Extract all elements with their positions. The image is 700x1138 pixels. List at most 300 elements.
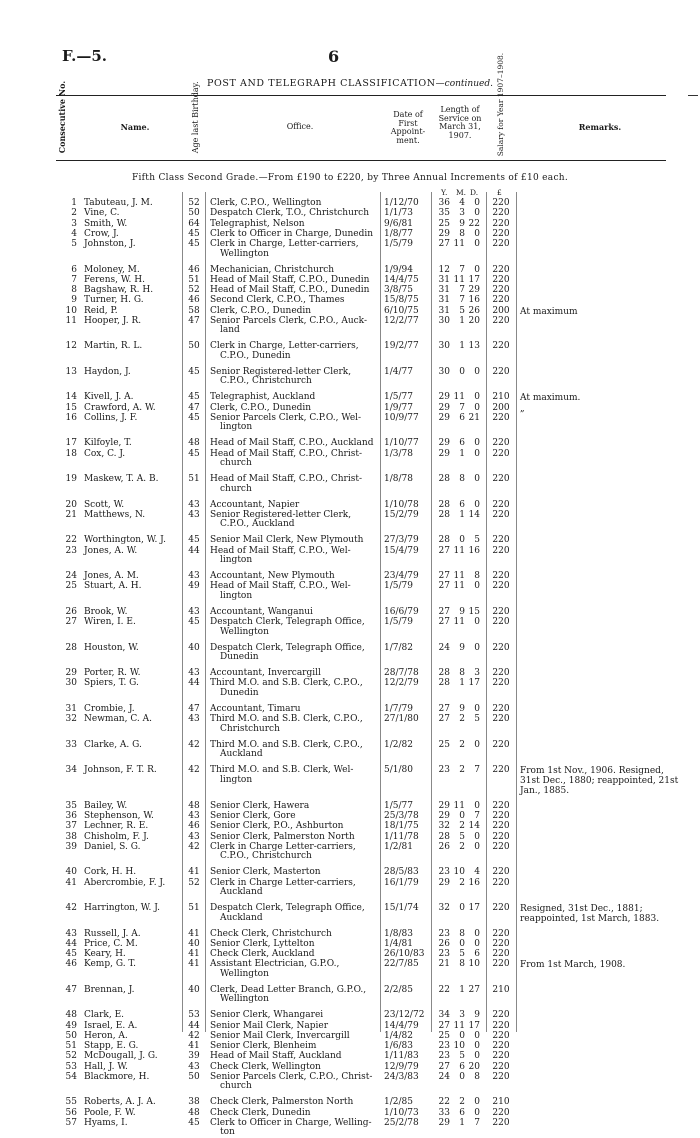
row-age: 43 — [188, 811, 200, 821]
row-office-line1: Third M.O. and S.B. Clerk, Wel- — [210, 765, 354, 775]
column-rule — [205, 192, 206, 1032]
row-service-months: 3 — [459, 208, 465, 219]
row-number: 31 — [65, 703, 77, 714]
row-office-line2: C.P.O., Dunedin — [220, 350, 291, 361]
row-age: 45 — [188, 366, 200, 377]
row-salary: 220 — [492, 703, 510, 714]
row-service-days: 13 — [468, 341, 480, 352]
row-number: 35 — [65, 800, 77, 811]
row-service-years: 36 — [438, 198, 450, 208]
row-service-months: 11 — [453, 571, 465, 581]
row-number: 25 — [65, 581, 77, 592]
row-name: Ferens, W. H. — [84, 274, 145, 285]
margin-tick — [688, 95, 698, 96]
row-service-years: 29 — [438, 800, 450, 811]
row-office — [210, 1042, 316, 1052]
grade-heading: Fifth Class Second Grade.—From £190 to £220, by Three Annual Increments of £10 each. — [131, 173, 569, 183]
row-number: 23 — [65, 545, 77, 556]
row-age: 44 — [188, 545, 200, 556]
row-salary: 220 — [492, 642, 510, 653]
row-service-days: 27 — [468, 984, 480, 995]
row-number: 46 — [65, 959, 77, 970]
row-service-days: 0 — [474, 392, 480, 403]
row-number: 22 — [65, 535, 77, 546]
row-appointment-date: 1/8/77 — [384, 228, 413, 239]
row-salary: 220 — [492, 341, 510, 352]
row-number: 11 — [65, 315, 77, 326]
row-service-years: 28 — [438, 831, 450, 842]
row-age: 45 — [188, 535, 200, 546]
row-service-months: 0 — [459, 1071, 465, 1082]
row-salary: 220 — [492, 1041, 510, 1051]
row-appointment-date: 1/4/81 — [384, 938, 413, 949]
row-service-months: 2 — [459, 714, 465, 724]
row-salary: 220 — [492, 315, 510, 326]
row-service-years: 29 — [438, 448, 450, 459]
row-salary: 220 — [492, 606, 510, 617]
row-service-months: 0 — [459, 811, 465, 821]
row-remarks: At maximum — [520, 306, 578, 317]
row-salary: 220 — [492, 295, 510, 306]
row-service-days: 0 — [474, 1107, 480, 1118]
row-service-months: 8 — [459, 668, 465, 678]
row-appointment-date: 28/7/78 — [384, 668, 419, 678]
row-office-line1: Head of Mail Staff, C.P.O., Dunedin — [210, 285, 370, 295]
row-office-line1: Check Clerk, Dunedin — [210, 1107, 311, 1118]
row-office — [210, 812, 296, 822]
row-appointment-date: 12/2/77 — [384, 315, 419, 326]
row-number: 21 — [65, 509, 77, 520]
row-name: Stephenson, W. — [84, 811, 154, 821]
running-title-continued: —continued. — [435, 79, 493, 89]
row-service-days: 0 — [474, 617, 480, 627]
row-salary: 220 — [492, 800, 510, 811]
row-office-line2: lington — [220, 555, 253, 565]
row-office — [210, 582, 351, 601]
row-age: 48 — [188, 1107, 200, 1118]
row-number: 36 — [65, 811, 77, 821]
row-service-years: 25 — [438, 1030, 450, 1041]
row-age: 45 — [188, 239, 200, 249]
row-service-years: 30 — [438, 366, 450, 377]
row-age: 64 — [188, 218, 200, 229]
row-age: 46 — [188, 821, 200, 832]
row-name: Porter, R. W. — [84, 668, 141, 678]
row-office — [210, 879, 356, 898]
row-office-line2: Wellington — [220, 994, 269, 1005]
row-salary: 220 — [492, 765, 510, 775]
row-service-months: 1 — [459, 509, 465, 520]
row-service-years: 28 — [438, 499, 450, 510]
row-service-days: 5 — [474, 714, 480, 724]
row-age: 42 — [188, 841, 200, 852]
row-number: 57 — [65, 1117, 77, 1128]
row-service-years: 24 — [438, 1071, 450, 1082]
row-service-months: 8 — [459, 928, 465, 939]
unit-pounds: £ — [497, 188, 502, 197]
row-service-months: 4 — [459, 198, 465, 208]
row-office — [210, 822, 343, 832]
row-name: Worthington, W. J. — [84, 535, 166, 546]
row-salary: 220 — [492, 1117, 510, 1128]
row-service-years: 32 — [438, 903, 450, 913]
row-office — [210, 986, 366, 1005]
row-office-line1: Senior Clerk, Blenheim — [210, 1041, 317, 1051]
row-number: 6 — [71, 264, 77, 275]
row-office — [210, 536, 363, 546]
column-rule — [182, 192, 183, 1032]
row-name: Jones, A. M. — [84, 571, 139, 581]
row-office-line1: Accountant, Invercargill — [210, 668, 321, 678]
row-name: Brennan, J. — [84, 984, 135, 995]
row-appointment-date: 28/5/83 — [384, 867, 419, 878]
row-office-line1: Head of Mail Staff, C.P.O., Wel- — [210, 545, 351, 556]
row-office-line1: Assistant Electrician, G.P.O., — [210, 959, 340, 970]
row-service-years: 29 — [438, 1117, 450, 1128]
column-rule — [516, 192, 517, 1032]
row-number: 8 — [71, 285, 77, 295]
row-number: 52 — [65, 1051, 77, 1062]
row-service-years: 26 — [438, 938, 450, 949]
row-service-years: 27 — [438, 581, 450, 592]
row-service-years: 30 — [438, 315, 450, 326]
row-number: 48 — [65, 1010, 77, 1021]
row-service-days: 0 — [474, 928, 480, 939]
row-number: 17 — [65, 438, 77, 449]
row-age: 42 — [188, 765, 200, 775]
row-age: 43 — [188, 714, 200, 724]
row-appointment-date: 5/1/80 — [384, 765, 413, 775]
row-service-months: 8 — [459, 228, 465, 239]
row-age: 39 — [188, 1051, 200, 1062]
row-service-years: 29 — [438, 228, 450, 239]
row-service-months: 2 — [459, 1097, 465, 1108]
row-number: 49 — [65, 1020, 77, 1031]
row-office — [210, 705, 301, 715]
row-service-years: 27 — [438, 714, 450, 724]
row-office — [210, 286, 369, 296]
row-office-line1: Senior Mail Clerk, Invercargill — [210, 1030, 350, 1041]
row-name: Clarke, A. G. — [84, 739, 142, 750]
row-office — [210, 1022, 328, 1032]
row-service-days: 0 — [474, 642, 480, 653]
row-service-years: 29 — [438, 877, 450, 888]
row-office-line1: Clerk in Charge, Letter-carriers, — [210, 239, 359, 249]
row-number: 56 — [65, 1107, 77, 1118]
row-office-line2: Dunedin — [220, 687, 259, 698]
row-office-line2: Wellington — [220, 626, 269, 637]
row-number: 34 — [65, 765, 77, 775]
row-service-days: 7 — [474, 1117, 480, 1128]
row-name: Crawford, A. W. — [84, 402, 156, 413]
row-office — [210, 230, 373, 240]
row-name: Kivell, J. A. — [84, 392, 134, 403]
row-age: 45 — [188, 412, 200, 423]
row-salary: 220 — [492, 438, 510, 449]
row-appointment-date: 15/8/75 — [384, 295, 419, 306]
row-service-days: 0 — [474, 208, 480, 219]
row-office — [210, 950, 315, 960]
row-service-months: 0 — [459, 366, 465, 377]
row-number: 50 — [65, 1030, 77, 1041]
row-name: Price, C. M. — [84, 938, 138, 949]
row-name: Hyams, I. — [84, 1117, 128, 1128]
row-office — [210, 802, 309, 812]
row-service-years: 31 — [438, 274, 450, 285]
page-identifier: F.—5. — [62, 47, 108, 65]
row-office-line1: Accountant, Napier — [210, 499, 300, 510]
row-service-years: 23 — [438, 867, 450, 878]
row-service-months: 2 — [459, 765, 465, 775]
row-service-years: 31 — [438, 285, 450, 295]
row-age: 42 — [188, 739, 200, 750]
row-service-days: 14 — [468, 821, 480, 832]
row-office — [210, 1032, 350, 1042]
row-number: 19 — [65, 474, 77, 484]
row-office — [210, 766, 353, 785]
row-service-years: 33 — [438, 1107, 450, 1118]
row-salary: 220 — [492, 474, 510, 484]
row-service-days: 0 — [474, 228, 480, 239]
row-service-days: 7 — [474, 811, 480, 821]
row-service-years: 27 — [438, 1020, 450, 1031]
row-office-line1: Mechanician, Christchurch — [210, 264, 335, 275]
row-office-line2: lington — [220, 422, 253, 433]
row-age: 40 — [188, 642, 200, 653]
row-office — [210, 501, 299, 511]
row-service-years: 31 — [438, 295, 450, 306]
row-office-line1: Clerk, Dead Letter Branch, G.P.O., — [210, 984, 367, 995]
row-number: 53 — [65, 1061, 77, 1072]
row-service-years: 28 — [438, 678, 450, 689]
row-number: 10 — [65, 305, 77, 316]
row-salary: 220 — [492, 208, 510, 219]
row-service-years: 27 — [438, 239, 450, 249]
row-service-months: 11 — [453, 239, 465, 249]
row-name: Crombie, J. — [84, 703, 135, 714]
row-number: 42 — [65, 903, 77, 913]
row-appointment-date: 9/6/81 — [384, 218, 413, 229]
row-service-years: 29 — [438, 811, 450, 821]
row-number: 45 — [65, 949, 77, 959]
row-salary: 220 — [492, 264, 510, 275]
row-appointment-date: 1/4/82 — [384, 1030, 413, 1041]
row-service-days: 17 — [468, 274, 480, 285]
row-office-line1: Head of Mail Staff, C.P.O., Wel- — [210, 581, 351, 592]
row-appointment-date: 1/9/77 — [384, 402, 413, 413]
row-service-days: 21 — [468, 412, 480, 423]
row-name: Matthews, N. — [84, 509, 146, 520]
row-remarks: From 1st Nov., 1906. Resigned, 31st Dec., 1880; reappointed, 21st Jan., 1885. — [520, 766, 679, 796]
row-salary: 220 — [492, 1010, 510, 1021]
row-office-line1: Despatch Clerk, Telegraph Office, — [210, 903, 365, 913]
row-number: 13 — [65, 366, 77, 377]
row-service-months: 9 — [459, 606, 465, 617]
row-office — [210, 240, 359, 259]
row-age: 52 — [188, 285, 200, 295]
row-service-days: 0 — [474, 800, 480, 811]
row-number: 24 — [65, 571, 77, 581]
row-office — [210, 904, 365, 923]
row-appointment-date: 12/9/79 — [384, 1061, 419, 1072]
row-service-days: 0 — [474, 831, 480, 842]
row-office-line1: Clerk, C.P.O., Dunedin — [210, 402, 312, 413]
row-salary: 220 — [492, 1107, 510, 1118]
row-service-days: 16 — [468, 877, 480, 888]
row-age: 40 — [188, 938, 200, 949]
row-service-days: 14 — [468, 509, 480, 520]
row-age: 52 — [188, 198, 200, 208]
row-service-years: 27 — [438, 571, 450, 581]
header-service: Length of Service on March 31, 1907. — [438, 105, 482, 140]
row-salary: 220 — [492, 959, 510, 970]
row-appointment-date: 1/5/77 — [384, 392, 413, 403]
row-salary: 220 — [492, 877, 510, 888]
row-service-years: 35 — [438, 208, 450, 219]
row-office — [210, 741, 363, 760]
row-office — [210, 307, 311, 317]
row-office — [210, 220, 305, 230]
row-service-days: 0 — [474, 264, 480, 275]
row-service-months: 8 — [459, 474, 465, 484]
row-number: 2 — [71, 208, 77, 219]
row-salary: 220 — [492, 841, 510, 852]
row-appointment-date: 1/5/79 — [384, 617, 413, 627]
row-service-months: 2 — [459, 739, 465, 750]
row-service-months: 7 — [459, 295, 465, 306]
row-service-months: 0 — [459, 903, 465, 913]
row-appointment-date: 1/1/73 — [384, 208, 413, 219]
row-name: Keary, H. — [84, 949, 126, 959]
row-salary: 220 — [492, 509, 510, 520]
row-salary: 210 — [492, 1097, 510, 1108]
row-office — [210, 930, 332, 940]
row-service-years: 23 — [438, 949, 450, 959]
unit-days: D. — [470, 188, 479, 197]
row-office-line1: Senior Clerk, Lyttelton — [210, 938, 315, 949]
row-name: Moloney, M. — [84, 264, 140, 275]
row-salary: 210 — [492, 392, 510, 403]
row-service-months: 7 — [459, 402, 465, 413]
row-appointment-date: 1/10/78 — [384, 499, 419, 510]
row-salary: 220 — [492, 811, 510, 821]
row-appointment-date: 1/6/83 — [384, 1041, 413, 1051]
row-salary: 220 — [492, 714, 510, 724]
row-office — [210, 1109, 311, 1119]
row-service-days: 0 — [474, 366, 480, 377]
row-office — [210, 618, 365, 637]
row-service-days: 9 — [474, 1010, 480, 1021]
row-salary: 220 — [492, 285, 510, 295]
row-office — [210, 209, 369, 219]
row-number: 15 — [65, 402, 77, 413]
row-name: Crow, J. — [84, 228, 119, 239]
row-office — [210, 368, 351, 387]
row-office-line1: Senior Registered-letter Clerk, — [210, 366, 352, 377]
row-age: 43 — [188, 668, 200, 678]
header-name: Name. — [120, 122, 150, 132]
row-office-line1: Third M.O. and S.B. Clerk, C.P.O., — [210, 678, 363, 689]
row-office-line1: Clerk in Charge Letter-carriers, — [210, 841, 356, 852]
row-service-years: 30 — [438, 341, 450, 352]
row-salary: 220 — [492, 448, 510, 459]
row-appointment-date: 23/4/79 — [384, 571, 419, 581]
row-service-years: 28 — [438, 535, 450, 546]
header-consecutive-no: Consecutive No. — [56, 80, 67, 154]
row-number: 12 — [65, 341, 77, 352]
row-name: Chisholm, F. J. — [84, 831, 149, 842]
row-service-days: 29 — [468, 285, 480, 295]
row-number: 38 — [65, 831, 77, 842]
row-name: Wiren, I. E. — [84, 617, 136, 627]
row-appointment-date: 15/1/74 — [384, 903, 419, 913]
row-service-days: 0 — [474, 841, 480, 852]
row-age: 43 — [188, 571, 200, 581]
row-office-line1: Despatch Clerk, T.O., Christchurch — [210, 208, 370, 219]
row-service-months: 2 — [459, 821, 465, 832]
row-service-months: 11 — [453, 274, 465, 285]
row-service-days: 0 — [474, 448, 480, 459]
row-appointment-date: 12/2/79 — [384, 678, 419, 689]
row-office-line1: Senior Parcels Clerk, C.P.O., Christ- — [210, 1071, 373, 1082]
row-age: 48 — [188, 438, 200, 449]
row-appointment-date: 27/3/79 — [384, 535, 419, 546]
row-number: 55 — [65, 1097, 77, 1108]
row-name: Stuart, A. H. — [84, 581, 142, 592]
row-office — [210, 608, 313, 618]
row-salary: 220 — [492, 1051, 510, 1062]
row-number: 9 — [71, 295, 77, 306]
row-office-line1: Accountant, Timaru — [210, 703, 301, 714]
row-name: Cox, C. J. — [84, 448, 126, 459]
row-number: 33 — [65, 739, 77, 750]
row-office-line1: Clerk to Officer in Charge, Welling- — [210, 1117, 372, 1128]
row-office-line2: land — [220, 325, 240, 336]
row-service-years: 27 — [438, 606, 450, 617]
row-office-line1: Clerk in Charge, Letter-carriers, — [210, 341, 359, 352]
row-salary: 220 — [492, 1030, 510, 1041]
row-salary: 220 — [492, 366, 510, 377]
row-appointment-date: 26/10/83 — [384, 949, 425, 959]
row-salary: 220 — [492, 903, 510, 913]
row-service-years: 22 — [438, 1097, 450, 1108]
row-name: Reid, P. — [84, 305, 118, 316]
row-office-line1: Senior Clerk, Masterton — [210, 867, 321, 878]
row-salary: 220 — [492, 535, 510, 546]
row-number: 5 — [71, 239, 77, 249]
row-office-line2: Auckland — [220, 887, 263, 897]
row-service-days: 4 — [474, 867, 480, 878]
row-age: 51 — [188, 474, 200, 484]
row-name: Martin, R. L. — [84, 341, 143, 352]
header-office: Office. — [286, 122, 314, 131]
row-office-line2: ton — [220, 1127, 235, 1138]
row-office-line1: Clerk in Charge Letter-carriers, — [210, 877, 356, 888]
row-office — [210, 475, 362, 494]
row-appointment-date: 23/12/72 — [384, 1010, 425, 1021]
row-service-years: 34 — [438, 1010, 450, 1021]
row-office — [210, 439, 373, 449]
row-salary: 220 — [492, 739, 510, 750]
row-number: 27 — [65, 617, 77, 627]
row-age: 45 — [188, 392, 200, 403]
row-service-months: 1 — [459, 448, 465, 459]
row-salary: 210 — [492, 984, 510, 995]
row-service-months: 10 — [453, 1041, 465, 1051]
row-age: 48 — [188, 800, 200, 811]
row-appointment-date: 1/8/78 — [384, 474, 413, 484]
row-office — [210, 868, 321, 878]
